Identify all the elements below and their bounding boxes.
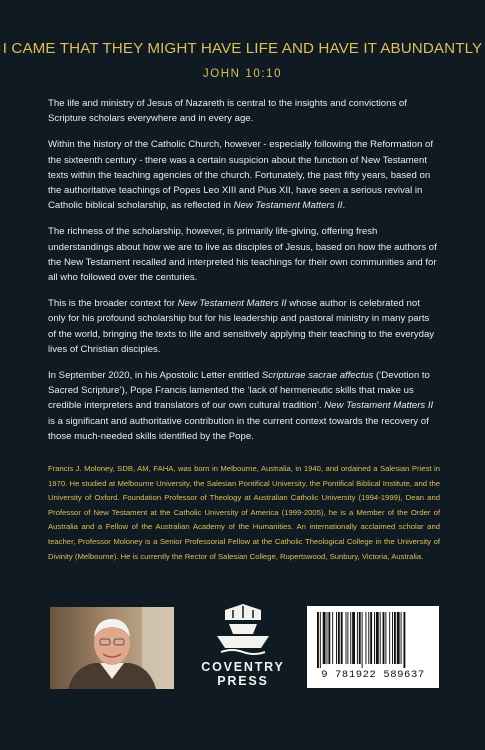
barcode-bar [389,612,390,664]
book-title: New Testament Matters II [177,298,287,310]
barcode-bar [397,612,400,664]
barcode-bar [341,612,343,664]
barcode-bar [357,612,358,664]
barcode-bar [368,612,369,664]
barcode-bar [347,612,348,664]
barcode-bar [350,612,351,664]
book-title: New Testament Matters II [233,200,343,212]
barcode-bar [392,612,393,664]
barcode-bar [327,612,328,664]
barcode-bar [332,612,333,664]
barcode-bar [346,612,347,664]
barcode-icon [313,612,433,668]
blurb-paragraph-2: Within the history of the Catholic Church, however - especially following the Reformation of the sixteenth century - there was a certain suspicion about the function of New Testament texts within the teaching agencies of the church. Fortunately, the past fifty years, based on the authoritative teachings of Popes Leo XIII and Pius XII, have seen a serious revival in Catholic biblical scholarship, as reflected in New Testament Matters II. [48,139,433,212]
barcode-bar [374,612,375,664]
barcode-bar [336,612,337,664]
barcode-bar [394,612,396,664]
barcode-bar [383,612,385,664]
ship-icon [203,602,283,658]
blurb-paragraph-4: This is the broader context for New Testament Matters II whose author is celebrated not only for his profound scholarship but for his leadership and pastoral ministry in many parts of the world, bringing the texts to life and sensitively applying their teaching to the everyday lives of Christian disciples. [48,298,435,355]
publisher-name: COVENTRY PRESS [201,660,285,688]
isbn-barcode [307,606,439,688]
barcode-bar [323,612,326,664]
author-photo [50,607,174,689]
barcode-bar [328,612,330,664]
barcode-bar [359,612,361,664]
barcode-bar [403,612,405,668]
book-title: New Testament Matters II [324,400,434,412]
barcode-bar [320,612,321,668]
barcode-bar [317,612,319,668]
barcode-bar [370,612,372,664]
letter-title: Scripturae sacrae affectus [261,370,374,382]
barcode-bar [380,612,381,664]
blurb-paragraph-1: The life and ministry of Jesus of Nazareth is central to the insights and convictions of Scripture scholars everywhere and in every age. [48,98,407,125]
barcode-bar [365,612,366,664]
blurb-paragraph-5: In September 2020, in his Apostolic Letter entitled Scripturae sacrae affectus (‘Devotion to Sacred Scripture’), Pope Francis lamented the ‘lack of hermeneutic skills that make us credible interpreters and translators of our own cultural tradition’. New Testament Matters II is a significant and authoritative contribution in the current context towards the recovery of those much-needed skills identified by the Pope. [48,370,434,442]
barcode-bar [352,612,355,664]
blurb-text [48,96,438,455]
barcode-bar [362,612,363,668]
author-bio: Francis J. Moloney, SDB, AM, FAHA, was born in Melbourne, Australia, in 1940, and ordained a Salesian Priest in 1970. He studied at Melbourne University, the Salesian Pontifical University, the Pontifical Biblical Institute, and the University of Oxford. Foundation Professor of Theology at Australian Catholic University (1994-1999), Dean and Professor of New Testament at the Catholic University of America (1999-2005), he is a Member of the Order of Australia and a Fellow of the Australian Academy of the Humanities. An internationally acclaimed scholar and teacher, Professor Moloney is a Senior Professorial Fellow at the Catholic Theological College in the University of Divinity (Melbourne). He is currently the Rector of Salesian College, Rupertswood, Sunbury, Victoria, Australia. [48,464,440,561]
barcode-bar [385,612,386,664]
blurb-paragraph-3: The richness of the scholarship, however, is primarily life-giving, offering fresh understandings about how we are to live as disciples of Jesus, based on how the authors of the New Testament recalled and interpreted his teachings for their own communities and for all who followed over the centuries. [48,226,437,284]
author-portrait-icon [50,607,174,689]
barcode-bar [401,612,402,664]
isbn-number: 9 781922 589637 [321,669,425,681]
scripture-reference: JOHN 10:10 [202,68,283,80]
barcode-bar [376,612,379,664]
cover-heading: I CAME THAT THEY MIGHT HAVE LIFE AND HAVE IT ABUNDANTLY [2,40,483,57]
barcode-bar [338,612,340,664]
